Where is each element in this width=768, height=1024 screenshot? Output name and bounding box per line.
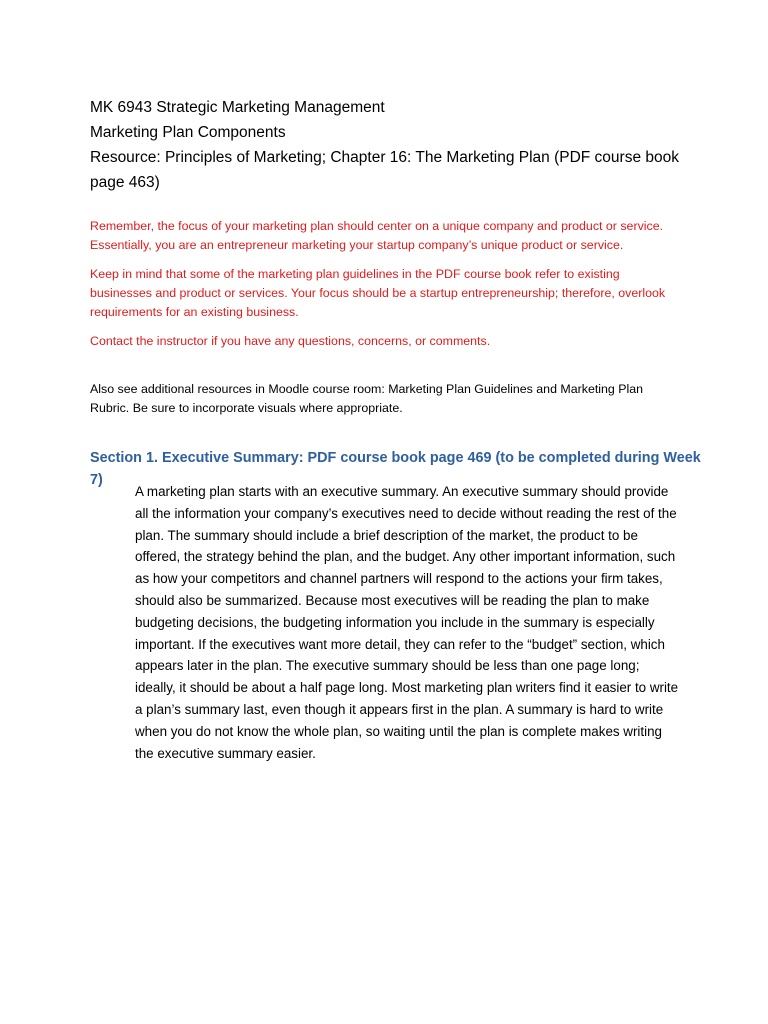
- focus-note: Remember, the focus of your marketing plan should center on a unique company and product or service. Essentially, you are an entrepreneur marketing your startup company’s unique product or service.: [90, 219, 664, 252]
- document-header: [90, 95, 690, 195]
- guidelines-note: Keep in mind that some of the marketing plan guidelines in the PDF course book refer to existing businesses and product or services. Your focus should be a startup entrepreneurship; therefore, overlook requirements for an existing business.: [90, 267, 666, 319]
- contact-note: Contact the instructor if you have any questions, concerns, or comments.: [90, 334, 491, 348]
- document-subtitle: Marketing Plan Components: [90, 124, 286, 141]
- section-heading: Section 1. Executive Summary: PDF course book page 469 (to be completed during Week 7): [90, 450, 701, 488]
- course-title: MK 6943 Strategic Marketing Management: [90, 99, 385, 116]
- instructor-notes: [90, 217, 680, 361]
- additional-resources-note: Also see additional resources in Moodle course room: Marketing Plan Guidelines and Marketing Plan Rubric. Be sure to incorporate visuals where appropriate.: [90, 382, 644, 415]
- resource-line: Resource: Principles of Marketing; Chapter 16: The Marketing Plan (PDF course book page 463): [90, 149, 679, 191]
- executive-summary-body: A marketing plan starts with an executive summary. An executive summary should provide all the information your company’s executives need to decide without reading the rest of the plan. The summary should include a brief description of the market, the product to be offered, the strategy behind the plan, and the budget. Any other important information, such as how your competitors and channel partners will respond to the actions your firm takes, should also be summarized. Because most executives will be reading the plan to make budgeting decisions, the budgeting information you include in the summary is especially important. If the executives want more detail, they can refer to the “budget” section, which appears later in the plan. The executive summary should be less than one page long; ideally, it should be about a half page long. Most marketing plan writers find it easier to write a plan’s summary last, even though it appears first in the plan. A summary is hard to write when you do not know the whole plan, so waiting until the plan is complete makes writing the executive summary easier.: [135, 484, 679, 761]
